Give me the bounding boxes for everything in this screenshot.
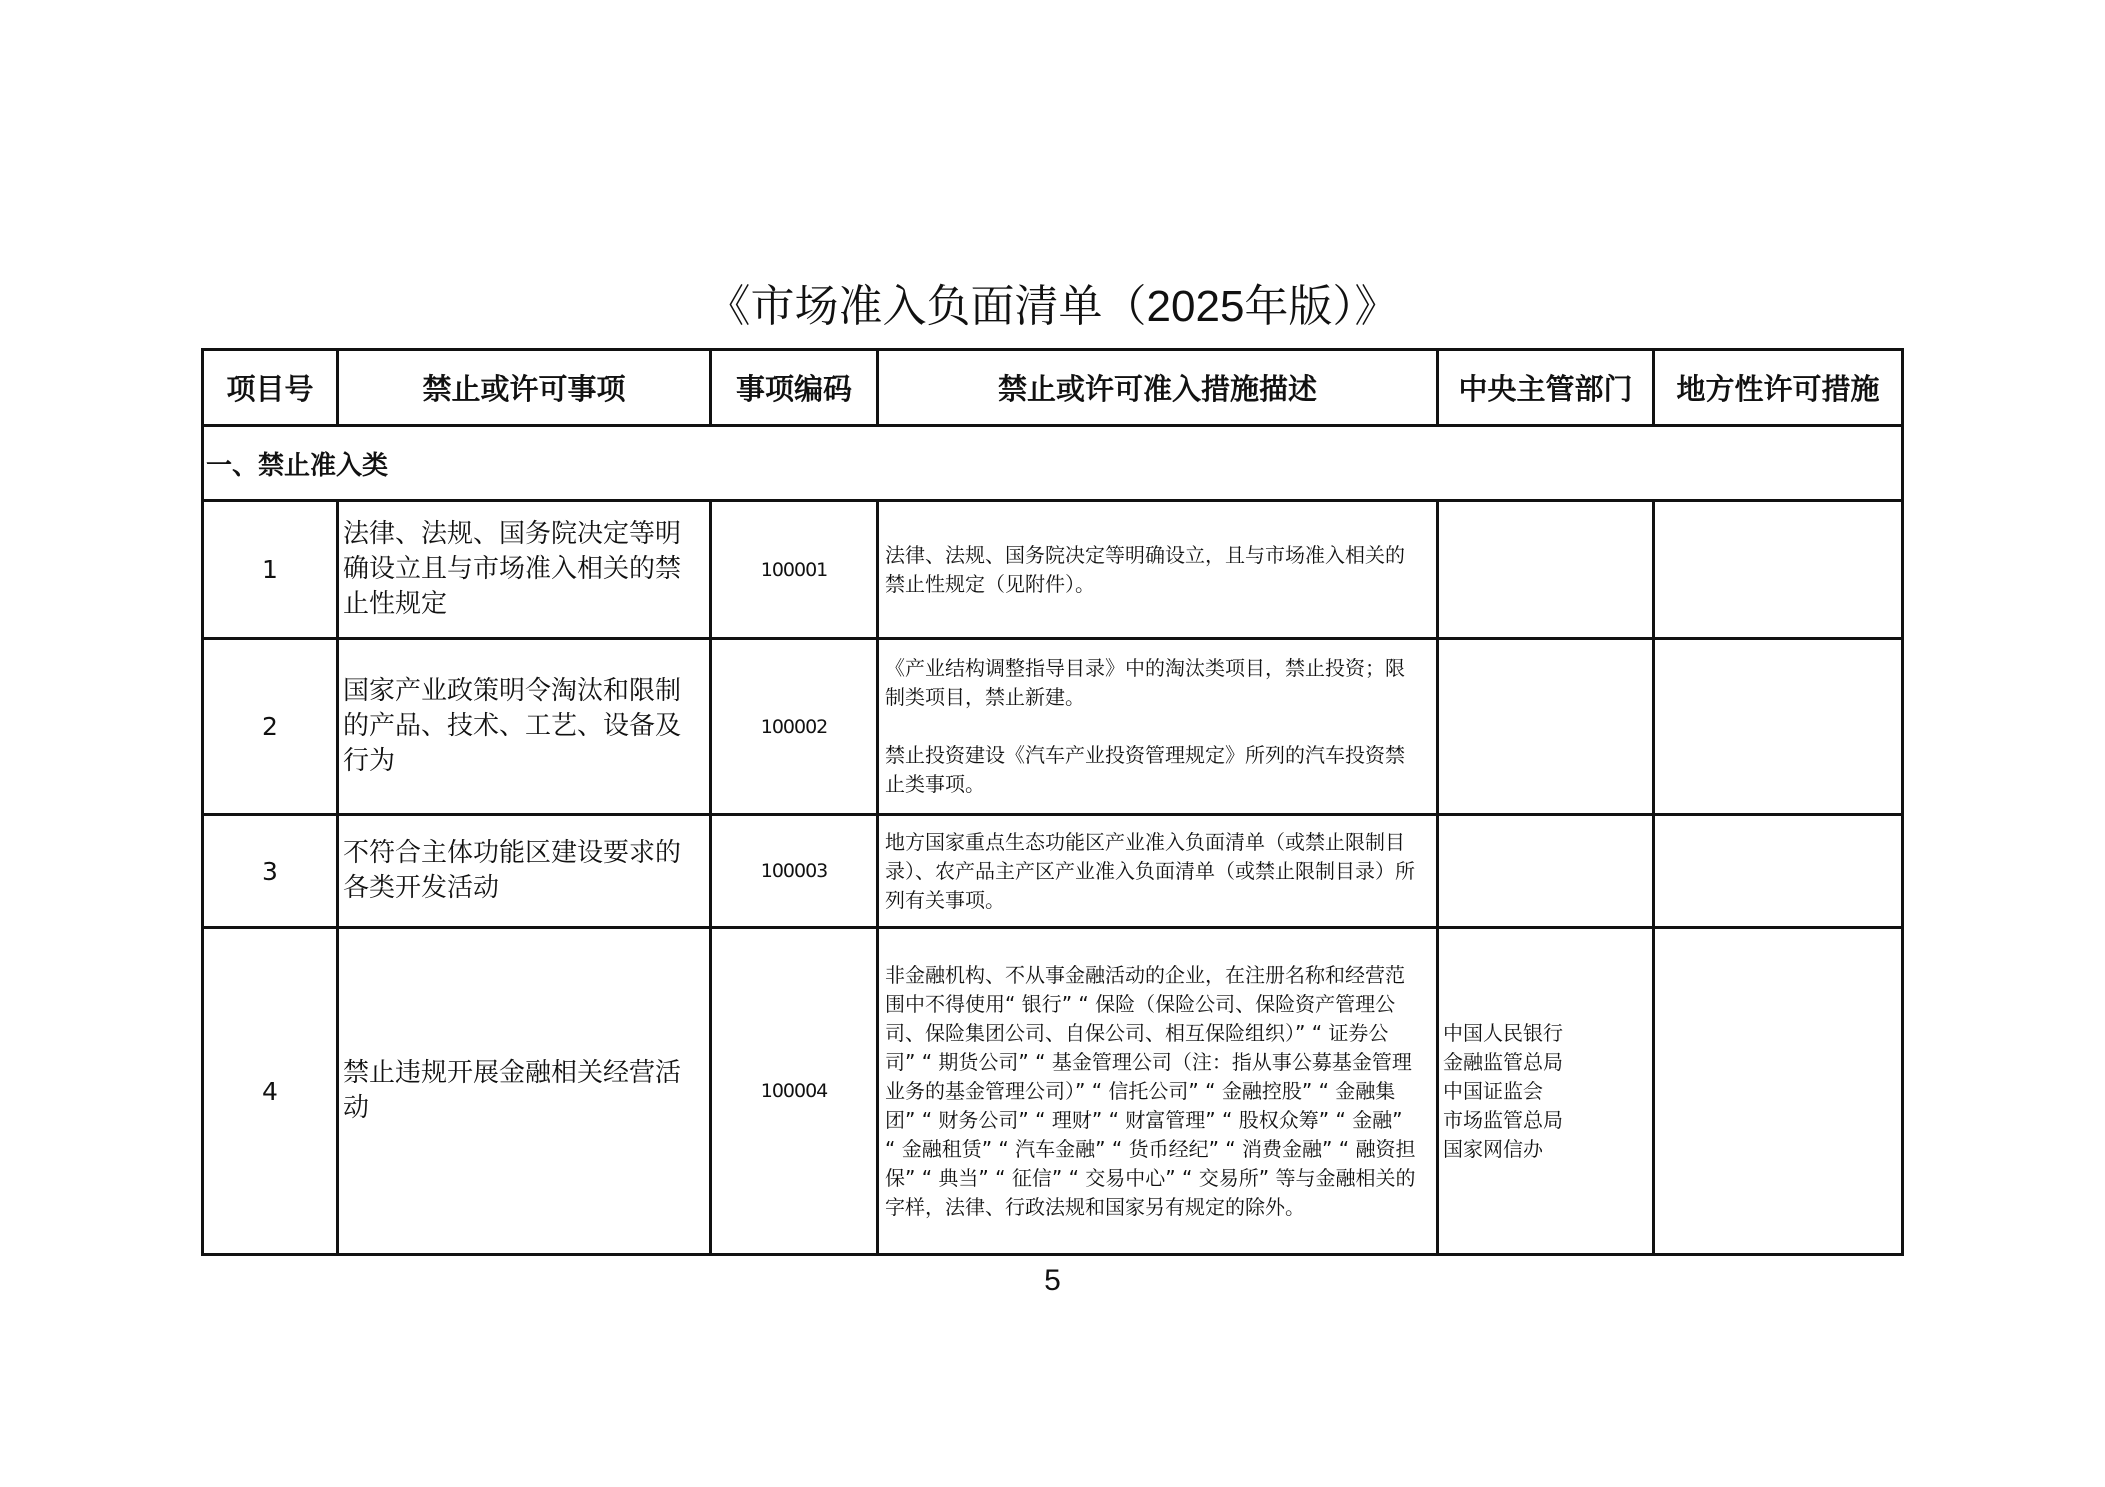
table-row: [203, 815, 1903, 928]
row-local-measures: [1654, 501, 1903, 639]
document-title: 《市场准入负面清单（2025年版）》: [706, 282, 1399, 331]
table-row: [203, 928, 1903, 1255]
description-paragraph: 非金融机构、不从事金融活动的企业，在注册名称和经营范围中不得使用“ 银行” “ 保险（保险公司、保险资产管理公司、保险集团公司、自保公司、相互保险组织）” “ 证券公司” “ 期货公司” “ 基金管理公司（注：指从事公募基金管理业务的基金管理公司）” “ 信托公司” “ 金融控股” “ 金融集团” “ 财务公司” “ 理财” “ 财富管理” “ 股权众筹” “ 金融” “ 金融租赁” “ 汽车金融” “ 货币经纪” “ 消费金融” “ 融资担保” “ 典当” “ 征信” “ 交易中心” “ 交易所” 等与金融相关的字样，法律、行政法规和国家另有规定的除外。: [885, 962, 1416, 1219]
row-departments: [1438, 928, 1654, 1255]
department-name: 金融监管总局: [1443, 1049, 1563, 1074]
row-departments: [1438, 501, 1654, 639]
row-code: 100003: [711, 815, 878, 928]
description-paragraph: 法律、法规、国务院决定等明确设立，且与市场准入相关的禁止性规定（见附件）。: [885, 542, 1405, 596]
header-item: 禁止或许可事项: [338, 350, 711, 426]
description-paragraph: 地方国家重点生态功能区产业准入负面清单（或禁止限制目录）、农产品主产区产业准入负面清单（或禁止限制目录）所列有关事项。: [885, 829, 1415, 912]
table-row: [203, 639, 1903, 815]
description-paragraph: 《产业结构调整指导目录》中的淘汰类项目，禁止投资；限制类项目，禁止新建。: [885, 656, 1405, 709]
row-item: 法律、法规、国务院决定等明确设立且与市场准入相关的禁止性规定: [338, 501, 711, 639]
header-item-number: 项目号: [203, 350, 338, 426]
department-name: 国家网信办: [1443, 1136, 1543, 1161]
row-number: 1: [203, 501, 338, 639]
table-row: [203, 501, 1903, 639]
row-departments: [1438, 639, 1654, 815]
row-local-measures: [1654, 639, 1903, 815]
row-item: 国家产业政策明令淘汰和限制的产品、技术、工艺、设备及行为: [338, 639, 711, 815]
header-local-measures: 地方性许可措施: [1654, 350, 1903, 426]
row-number: 3: [203, 815, 338, 928]
department-name: 中国人民银行: [1443, 1020, 1563, 1045]
description-paragraph: 禁止投资建设《汽车产业投资管理规定》所列的汽车投资禁止类事项。: [885, 743, 1405, 796]
row-description: [878, 815, 1438, 928]
page-number: 5: [1044, 1264, 1061, 1297]
row-description: [878, 501, 1438, 639]
row-number: 4: [203, 928, 338, 1255]
row-description: [878, 928, 1438, 1255]
department-name: 市场监管总局: [1443, 1107, 1563, 1132]
row-code: 100002: [711, 639, 878, 815]
header-central-department: 中央主管部门: [1438, 350, 1654, 426]
section-title: 一、禁止准入类: [203, 426, 1903, 501]
row-item: 禁止违规开展金融相关经营活动: [338, 928, 711, 1255]
header-description: 禁止或许可准入措施描述: [878, 350, 1438, 426]
department-name: 中国证监会: [1443, 1078, 1543, 1103]
negative-list-table: [201, 348, 1904, 1256]
header-code: 事项编码: [711, 350, 878, 426]
row-code: 100004: [711, 928, 878, 1255]
table-header-row: [203, 350, 1903, 426]
row-departments: [1438, 815, 1654, 928]
row-number: 2: [203, 639, 338, 815]
section-row: [203, 426, 1903, 501]
row-description: [878, 639, 1438, 815]
row-local-measures: [1654, 928, 1903, 1255]
row-local-measures: [1654, 815, 1903, 928]
row-code: 100001: [711, 501, 878, 639]
row-item: 不符合主体功能区建设要求的各类开发活动: [338, 815, 711, 928]
